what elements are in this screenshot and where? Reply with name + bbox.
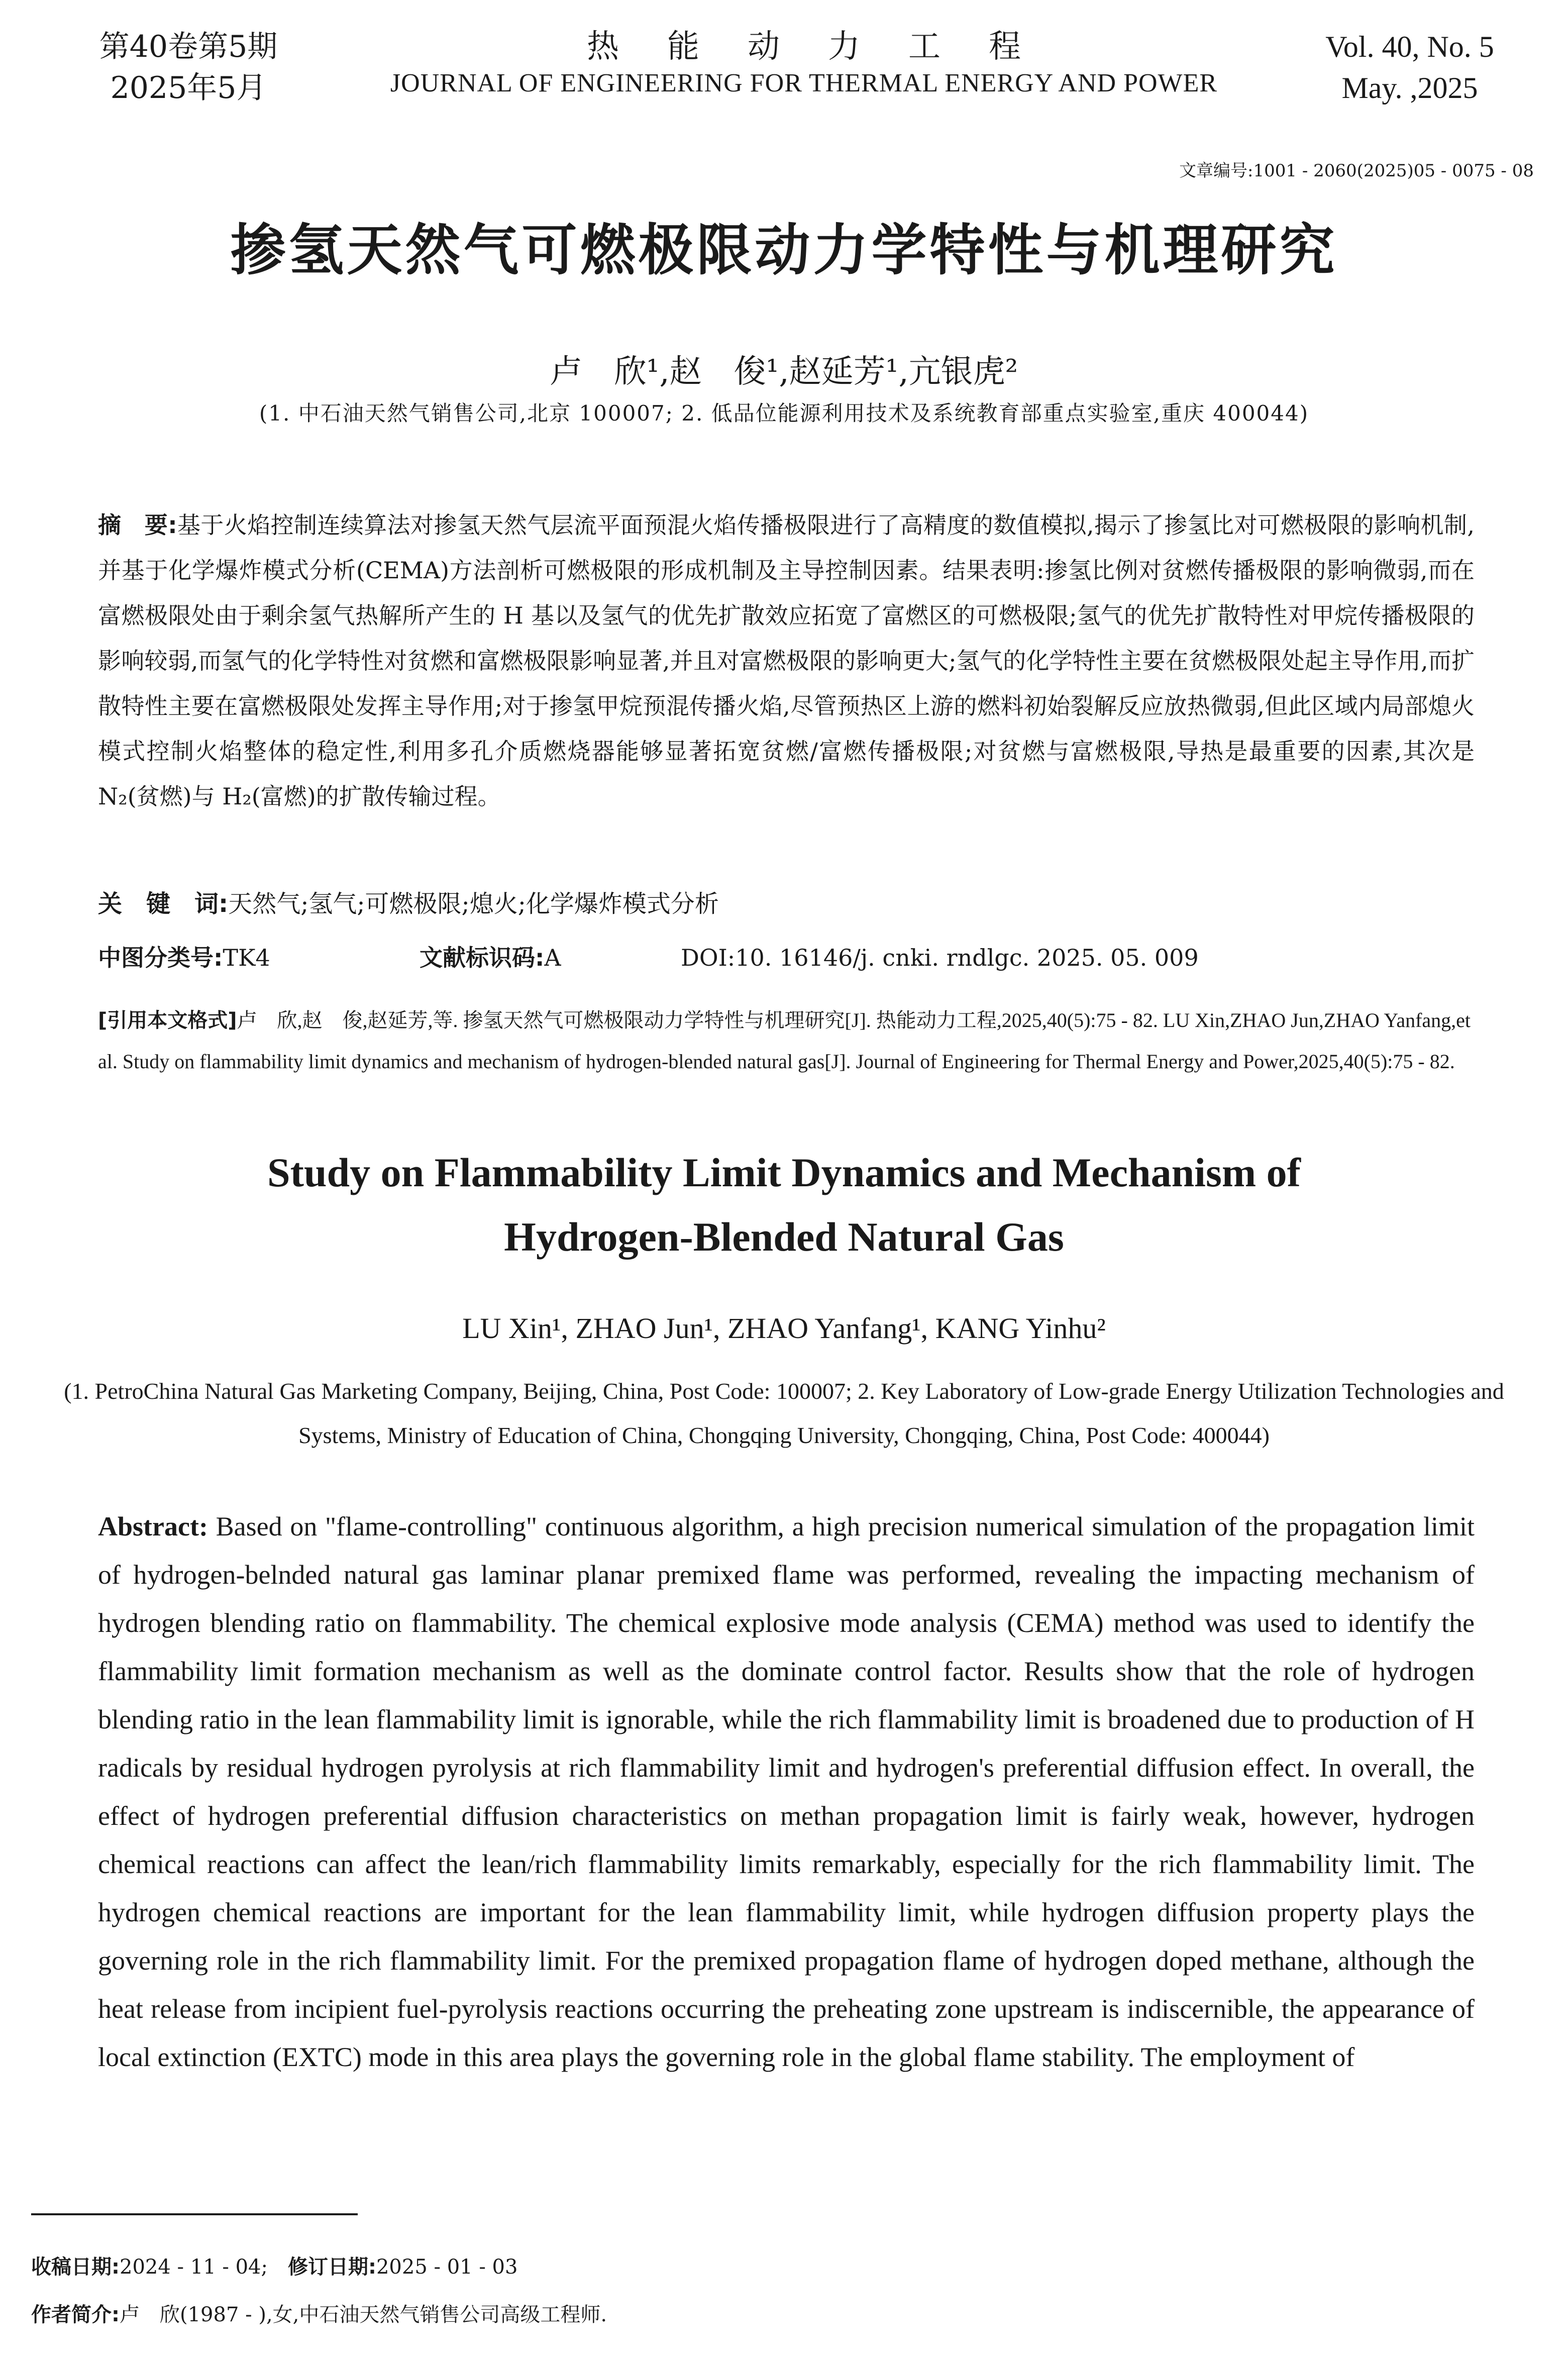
title-en-line2: Hydrogen-Blended Natural Gas [504,1214,1064,1260]
citation-text: 卢 欣,赵 俊,赵延芳,等. 掺氢天然气可燃极限动力学特性与机理研究[J]. 热能动力工程,2025,40(5):75 - 82. LU Xin,ZHAO Jun,ZHAO Yanfang,et al. Study on flammability limit dynamics and mechanism of hydrogen-blended natural gas[J]. Journal of Engineering for Thermal Energy and Power,2025,40(5):75 - 82. [98,1009,1471,1073]
keywords-cn [98,884,719,919]
abstract-cn [98,502,1475,819]
bio-text: 卢 欣(1987 - ),女,中石油天然气销售公司高级工程师. [120,2303,607,2326]
issue-info-en [1304,26,1515,109]
authors-cn: 卢 欣¹,赵 俊¹,赵延芳¹,亢银虎² [550,353,1018,390]
clc-label: 中图分类号: [98,944,223,971]
citation-label: [引用本文格式] [98,1009,237,1032]
footnote-dates [31,2251,517,2280]
title-en [0,1141,1568,1269]
citation [98,1000,1475,1082]
affiliation-cn: (1. 中石油天然气销售公司,北京 100007; 2. 低品位能源利用技术及系统教育部重点实验室,重庆 400044) [259,401,1309,426]
article-number: 文章编号:1001 - 2060(2025)05 - 0075 - 08 [1179,161,1534,181]
classification-line [98,940,1475,973]
abstract-en-label: Abstract: [98,1511,208,1542]
issue-volume-en: Vol. 40, No. 5 [1325,30,1494,63]
bio-label: 作者简介: [31,2303,120,2326]
journal-name-en: JOURNAL OF ENGINEERING FOR THERMAL ENERGY AND POWER [390,69,1218,97]
journal-name-cn: 热能动力工程 [587,28,1069,65]
received-label: 收稿日期: [31,2255,120,2279]
doi-label: DOI: [681,944,736,971]
abstract-cn-text: 基于火焰控制连续算法对掺氢天然气层流平面预混火焰传播极限进行了高精度的数值模拟,揭示了掺氢比对可燃极限的影响机制,并基于化学爆炸模式分析(CEMA)方法剖析可燃极限的形成机制及主导控制因素。结果表明:掺氢比例对贫燃传播极限的影响微弱,而在富燃极限处由于剩余氢气热解所产生的 H 基以及氢气的优先扩散效应拓宽了富燃区的可燃极限;氢气的优先扩散特性对甲烷传播极限的影响较弱,而氢气的化学特性对贫燃和富燃极限影响显著,并且对富燃极限的影响更大;氢气的化学特性主要在贫燃极限处起主导作用,而扩散特性主要在富燃极限处发挥主导作用;对于掺氢甲烷预混传播火焰,尽管预热区上游的燃料初始裂解反应放热微弱,但此区域内局部熄火模式控制火焰整体的稳定性,利用多孔介质燃烧器能够显著拓宽贫燃/富燃传播极限;对贫燃与富燃极限,导热是最重要的因素,其次是 N₂(贫燃)与 H₂(富燃)的扩散传输过程。 [98,511,1475,810]
abstract-en-text: Based on "flame-controlling" continuous algorithm, a high precision numerical simulation of the propagation limit of hydrogen-belnded natural gas laminar planar premixed flame was performed, revealing the impacting mechanism of hydrogen blending ratio on flammability. The chemical explosive mode analysis (CEMA) method was used to identify the flammability limit formation mechanism as well as the dominate control factor. Results show that the role of hydrogen blending ratio in the lean flammability limit is ignorable, while the rich flammability limit is broadened due to production of H radicals by residual hydrogen pyrolysis at rich flammability limit and hydrogen's preferential diffusion effect. In overall, the effect of hydrogen preferential diffusion characteristics on methan propagation limit is fairly weak, however, hydrogen chemical reactions can affect the lean/rich flammability limits remarkably, especially for the rich flammability limit. The hydrogen chemical reactions are important for the lean flammability limit, while hydrogen diffusion property plays the governing role in the rich flammability limit. For the premixed propagation flame of hydrogen doped methane, although the heat release from incipient fuel-pyrolysis reactions occurring the preheating zone upstream is indiscernible, the appearance of local extinction (EXTC) mode in this area plays the governing role in the global flame stability. The employment of [98,1511,1475,2072]
received-date: 2024 - 11 - 04; [120,2255,268,2279]
authors-en: LU Xin¹, ZHAO Jun¹, ZHAO Yanfang¹, KANG Yinhu² [462,1312,1106,1345]
doc-code-label: 文献标识码: [420,944,545,971]
revised-label: 修订日期: [287,2255,376,2279]
abstract-en [98,1502,1475,2081]
affiliation-en: (1. PetroChina Natural Gas Marketing Company, Beijing, China, Post Code: 100007; 2. Key Laboratory of Low-grade Energy Utilization Technologies and Systems, Ministry of Education of China, Chongqing University, Chongqing, China, Post Code: 400044) [64,1378,1504,1448]
issue-date-en: May. ,2025 [1341,71,1478,105]
footnote-rule [31,2213,358,2215]
issue-info [68,26,309,109]
revised-date: 2025 - 01 - 03 [376,2255,518,2279]
footnote-author-bio [31,2299,607,2327]
title-en-line1: Study on Flammability Limit Dynamics and Mechanism of [267,1150,1301,1195]
doc-code-value: A [544,944,561,971]
journal-header [382,26,1226,99]
clc-value: TK4 [223,944,270,971]
issue-volume: 第40卷第5期 [99,29,278,64]
keywords-cn-label: 关 键 词: [98,890,229,918]
keywords-cn-text: 天然气;氢气;可燃极限;熄火;化学爆炸模式分析 [228,890,719,918]
doi-value: 10. 16146/j. cnki. rndlgc. 2025. 05. 009 [735,944,1199,971]
issue-date: 2025年5月 [110,70,267,106]
title-cn: 掺氢天然气可燃极限动力学特性与机理研究 [230,218,1338,282]
abstract-cn-label: 摘 要: [98,511,177,539]
